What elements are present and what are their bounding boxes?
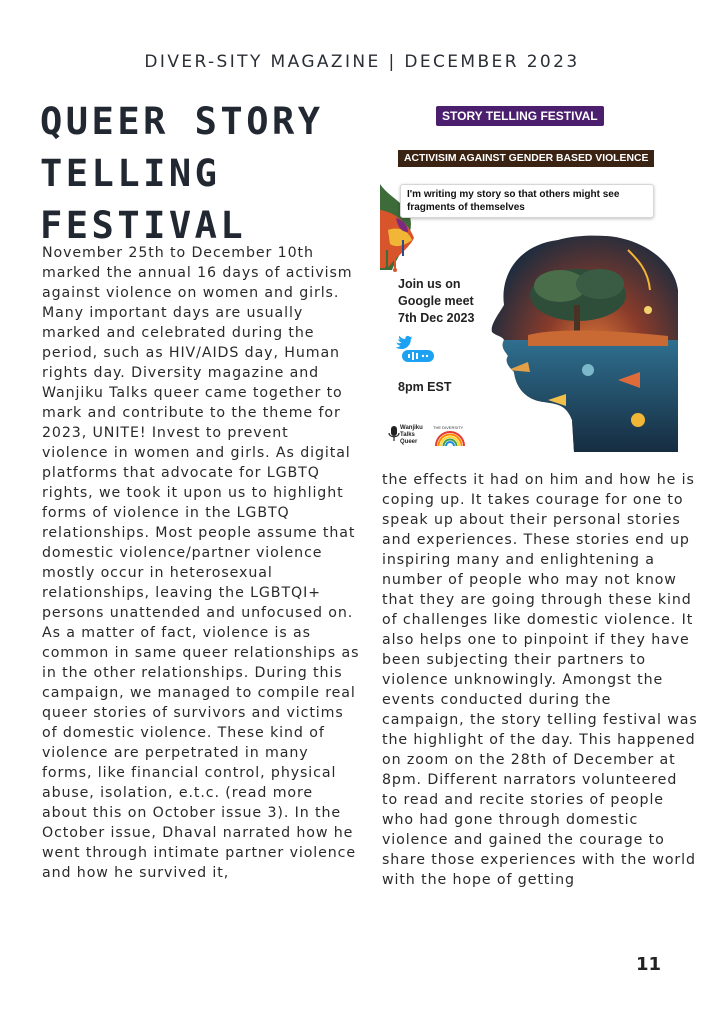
brand-text: Wanjiku xyxy=(400,425,423,431)
brand-text: Talks xyxy=(400,432,415,438)
brand-text: Queer xyxy=(400,439,418,445)
event-time: 8pm EST xyxy=(398,380,452,394)
twitter-icon xyxy=(396,336,413,349)
activism-tag: ACTIVISIM AGAINST GENDER BASED VIOLENCE xyxy=(398,150,654,167)
rainbow-icon xyxy=(436,432,464,446)
article-title: QUEER STORY TELLING FESTIVAL xyxy=(40,100,324,247)
masthead: DIVER-SITY MAGAZINE | DECEMBER 2023 xyxy=(144,52,580,72)
brand-diversity: THE DIVERSITY xyxy=(433,425,464,430)
head-silhouette xyxy=(478,236,678,452)
join-line: Google meet xyxy=(398,294,474,308)
festival-tag: STORY TELLING FESTIVAL xyxy=(436,106,604,126)
event-poster xyxy=(378,100,678,452)
join-line: Join us on xyxy=(398,277,461,291)
audio-wave-icon xyxy=(402,350,434,362)
article-text-left: November 25th to December 10th marked the annual 16 days of activism against violence on women and girls. Many important days are usually marked and celebrated during the period, such as HIV/AIDS day, Human rights day. Diversity magazine and Wanjiku Talks queer came together to mark and contribute to the theme for 2023, UNITE! Invest to prevent violence in women and girls. As digital platforms that advocate for LGBTQ rights, we took it upon us to highlight forms of violence in the LGBTQ relationships. Most people assume that domestic violence/partner violence mostly occur in heterosexual relationships, leaving the LGBTQI+ persons unattended and unfocused on. As a matter of fact, violence is as common in same queer relationships as in the other relationships. During this campaign, we managed to compile real queer stories of survivors and victims of domestic violence. These kind of violence are perpetrated in many forms, like financial control, physical abuse, isolation, e.t.c. (read more about this on October issue 3). In the October issue, Dhaval narrated how he went through intimate partner violence and how he survived it, xyxy=(42,245,360,881)
page-number: 11 xyxy=(636,954,662,975)
article-text-right: the effects it had on him and how he is coping up. It takes courage for one to speak up about their personal stories and experiences. These stories end up inspiring many and enlightening a number of people who may not know that they are going through these kind of challenges like domestic violence. It also helps one to pinpoint if they have been subjecting their partners to violence unknowingly. Amongst the events conducted during the campaign, the story telling festival was the highlight of the day. This happened on zoom on the 28th of December at 8pm. Different narrators volunteered to read and recite stories of people who had gone through domestic violence and gained the courage to share those experiences with the world with the hope of getting xyxy=(382,472,698,888)
join-date: 7th Dec 2023 xyxy=(398,311,475,325)
microphone-icon xyxy=(389,426,399,441)
brand-wanjiku xyxy=(400,425,423,446)
quote-box: I'm writing my story so that others might see fragments of themselves xyxy=(400,184,654,218)
join-info xyxy=(398,276,508,327)
